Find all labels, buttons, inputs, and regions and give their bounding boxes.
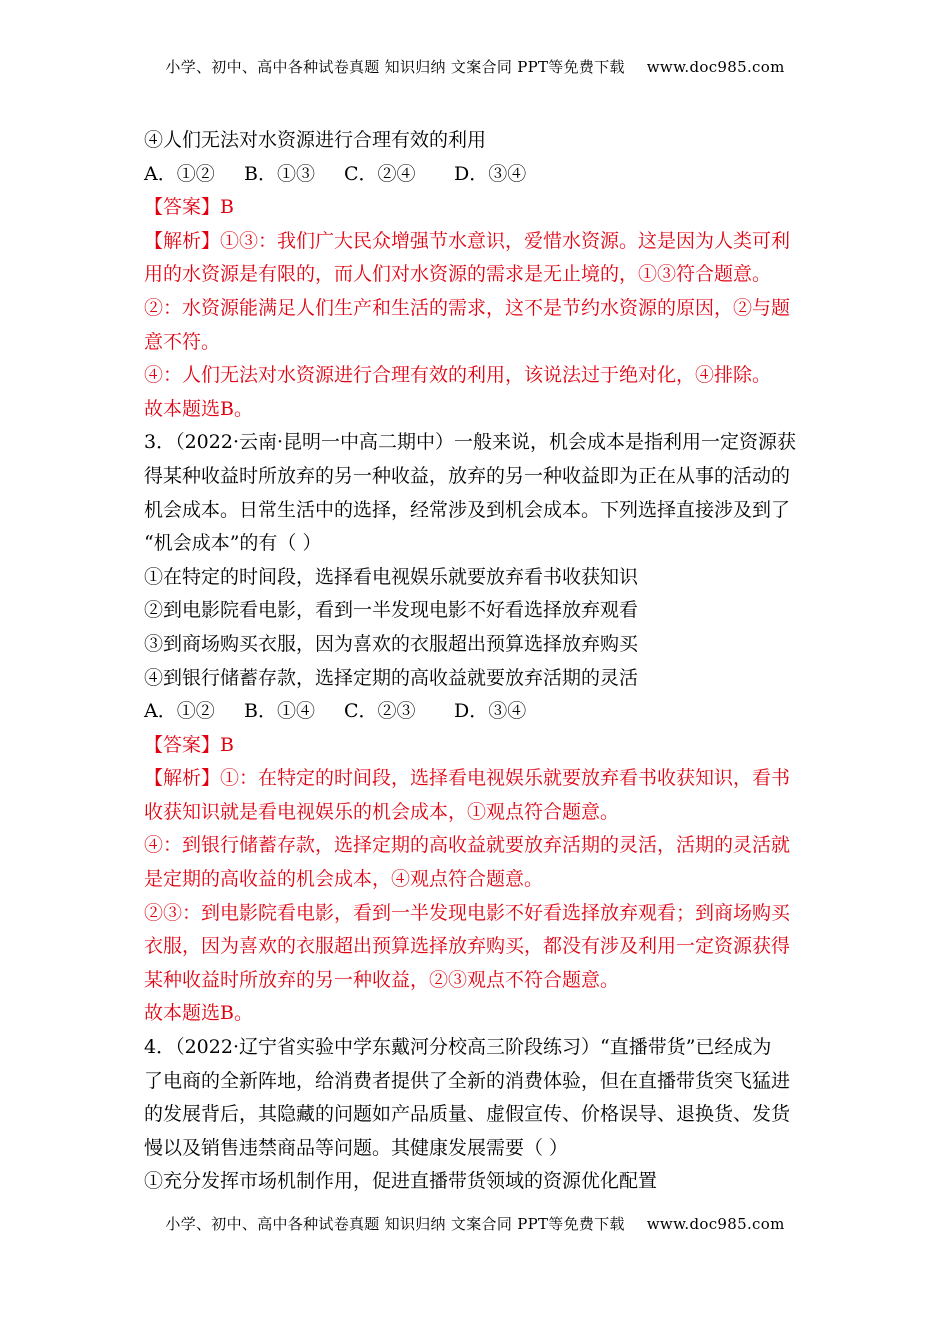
q3-stem-line: 3．（2022·云南·昆明一中高二期中）一般来说，机会成本是指利用一定资源获	[144, 431, 797, 454]
q3-options	[144, 695, 806, 729]
q3-analysis-line: 衣服，因为喜欢的衣服超出预算选择放弃购买，都没有涉及利用一定资源获得	[144, 935, 791, 958]
q3-item: ①在特定的时间段，选择看电视娱乐就要放弃看书收获知识	[144, 565, 639, 588]
q2-analysis-line: 意不符。	[144, 330, 221, 353]
document-body	[144, 124, 806, 1199]
q2-option-d: D．③④	[454, 162, 527, 185]
q3-analysis-line: ④：到银行储蓄存款，选择定期的高收益就要放弃活期的灵活，活期的灵活就	[144, 834, 791, 857]
q3-analysis-line: 收获知识就是看电视娱乐的机会成本，①观点符合题意。	[144, 800, 620, 823]
page-header	[0, 56, 950, 77]
q3-analysis-line: 【解析】①：在特定的时间段，选择看电视娱乐就要放弃看书收获知识，看书	[144, 767, 791, 790]
q2-analysis-line: ②：水资源能满足人们生产和生活的需求，这不是节约水资源的原因，②与题	[144, 296, 791, 319]
header-text: 小学、初中、高中各种试卷真题 知识归纳 文案合同 PPT等免费下载	[165, 58, 625, 76]
q3-item: ②到电影院看电影，看到一半发现电影不好看选择放弃观看	[144, 599, 639, 622]
q2-option-c: C．②④	[344, 162, 416, 185]
q4-item: ①充分发挥市场机制作用，促进直播带货领域的资源优化配置	[144, 1170, 658, 1193]
q3-analysis-line: 是定期的高收益的机会成本，④观点符合题意。	[144, 868, 544, 891]
q3-item: ④到银行储蓄存款，选择定期的高收益就要放弃活期的灵活	[144, 666, 639, 689]
q3-answer: 【答案】B	[144, 733, 234, 756]
q2-analysis-line: 【解析】①③：我们广大民众增强节水意识，爱惜水资源。这是因为人类可利	[144, 229, 791, 252]
q2-options	[144, 158, 806, 192]
q3-conclusion: 故本题选B。	[144, 1002, 253, 1025]
q2-conclusion: 故本题选B。	[144, 397, 253, 420]
q3-option-d: D．③④	[454, 700, 527, 723]
q4-stem-line: 了电商的全新阵地，给消费者提供了全新的消费体验，但在直播带货突飞猛进	[144, 1069, 791, 1092]
page-footer	[0, 1213, 950, 1234]
q3-item: ③到商场购买衣服，因为喜欢的衣服超出预算选择放弃购买	[144, 632, 639, 655]
q2-option-a: A．①②	[144, 162, 215, 185]
q2-analysis-line: 用的水资源是有限的，而人们对水资源的需求是无止境的，①③符合题意。	[144, 263, 772, 286]
q3-option-a: A．①②	[144, 700, 215, 723]
q3-stem-line: “机会成本”的有（ ）	[144, 532, 322, 555]
q3-option-b: B．①④	[244, 700, 315, 723]
q2-item-4: ④人们无法对水资源进行合理有效的利用	[144, 129, 487, 151]
footer-text: 小学、初中、高中各种试卷真题 知识归纳 文案合同 PPT等免费下载	[165, 1215, 625, 1233]
q3-stem-line: 得某种收益时所放弃的另一种收益，放弃的另一种收益即为正在从事的活动的	[144, 464, 791, 487]
header-site: www.doc985.com	[646, 58, 785, 76]
q3-analysis-line: ②③：到电影院看电影，看到一半发现电影不好看选择放弃观看；到商场购买	[144, 901, 791, 924]
q4-stem-line: 的发展背后，其隐藏的问题如产品质量、虚假宣传、价格误导、退换货、发货	[144, 1103, 791, 1126]
q2-option-b: B．①③	[244, 162, 315, 185]
q3-analysis-line: 某种收益时所放弃的另一种收益，②③观点不符合题意。	[144, 968, 620, 991]
footer-site: www.doc985.com	[646, 1215, 785, 1233]
q3-stem-line: 机会成本。日常生活中的选择，经常涉及到机会成本。下列选择直接涉及到了	[144, 498, 791, 521]
q2-answer: 【答案】B	[144, 196, 234, 219]
q3-option-c: C．②③	[344, 700, 416, 723]
q4-stem-line: 慢以及销售违禁商品等问题。其健康发展需要（ ）	[144, 1136, 569, 1159]
q2-analysis-line: ④：人们无法对水资源进行合理有效的利用，该说法过于绝对化，④排除。	[144, 364, 772, 387]
q4-stem-line: 4．（2022·辽宁省实验中学东戴河分校高三阶段练习）“直播带货”已经成为	[144, 1036, 772, 1059]
